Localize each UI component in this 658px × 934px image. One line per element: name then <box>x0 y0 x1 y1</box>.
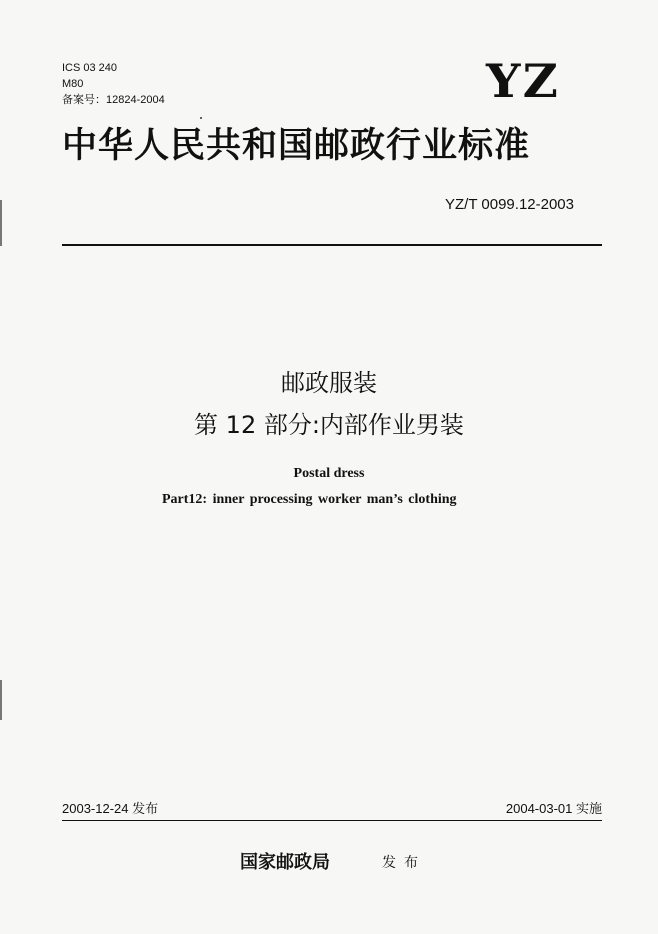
document-subtitle-cn: 第 12 部分:内部作业男装 <box>194 411 464 439</box>
document-subtitle-en: Part12: inner processing worker man’s clothing <box>162 492 457 507</box>
scan-edge-mark <box>0 200 2 246</box>
yz-logo: YZ <box>486 54 560 108</box>
document-title-cn: 邮政服装 <box>281 369 377 397</box>
publisher-name: 国家邮政局 <box>240 852 330 873</box>
standard-number: YZ/T 0099.12-2003 <box>445 196 574 213</box>
category-code: M80 <box>62 78 84 90</box>
classification-block <box>62 60 165 108</box>
header-divider <box>62 244 602 246</box>
publisher-action: 发布 <box>382 855 426 871</box>
scan-speck <box>200 117 202 119</box>
standard-title: 中华人民共和国邮政行业标准 <box>62 126 531 166</box>
implementation-date: 2004-03-01 实施 <box>505 801 602 816</box>
ics-code: ICS 03 240 <box>62 62 118 74</box>
scan-edge-mark <box>0 680 2 720</box>
record-number: 备案号：12824-2004 <box>62 94 165 106</box>
document-title-en: Postal dress <box>293 466 365 481</box>
footer-divider <box>62 820 602 821</box>
issue-date: 2003-12-24 发布 <box>62 801 159 816</box>
